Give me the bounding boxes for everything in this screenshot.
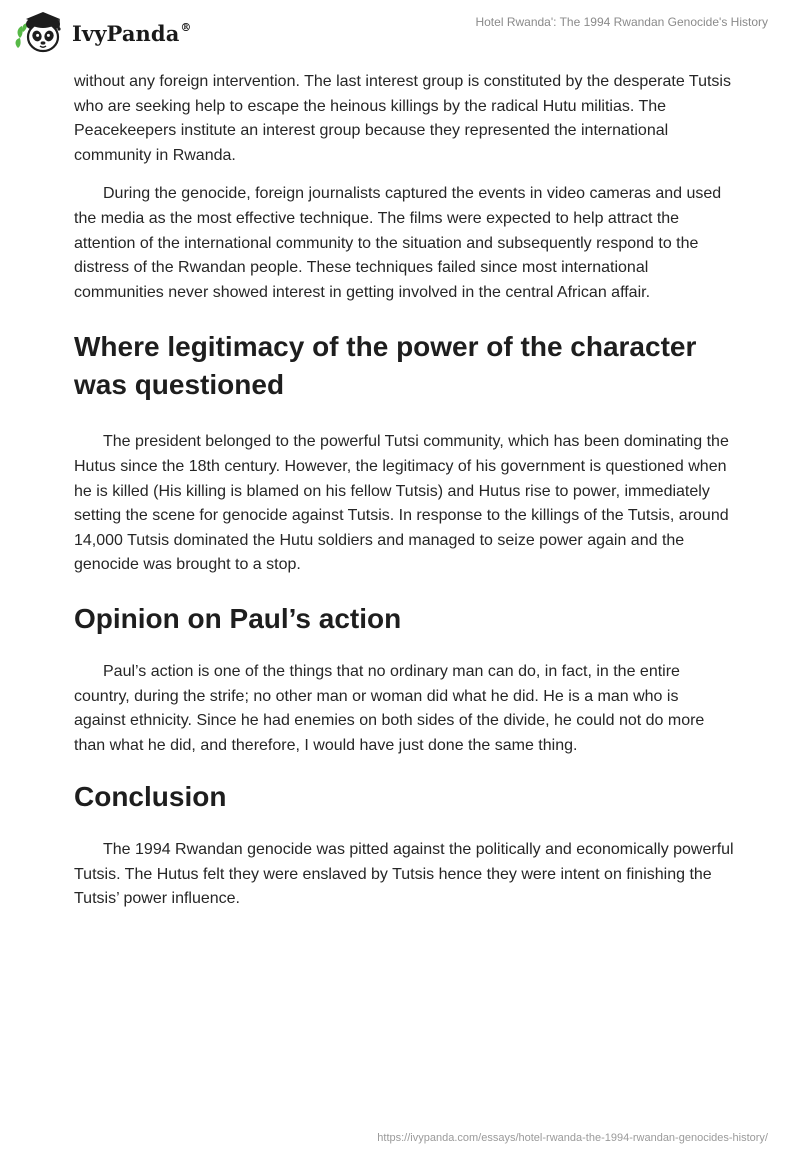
page-header [0, 0, 800, 64]
paragraph-journalists: During the genocide, foreign journalists captured the events in video cameras and used the media as the most effective technique. The films were expected to help attract the attention of the international community to the situation and subsequently respond to the distress of the Rwandan people. These techniques failed since most international communities never showed interest in getting involved in the central African affair. [74, 185, 722, 301]
heading-legitimacy: Where legitimacy of the power of the character was questioned [74, 331, 697, 401]
paragraph-continued: without any foreign intervention. The last interest group is constituted by the desperate Tutsis who are seeking help to escape the heinous killings by the radical Hutu militias. The Peacekeepers institute an interest group because they represented the international community in Rwanda. [74, 73, 731, 164]
brand-name: IvyPanda® [72, 20, 192, 46]
panda-graduation-cap-icon [14, 8, 70, 56]
paragraph-president: The president belonged to the powerful Tutsi community, which has been dominating the Hutus since the 18th century. However, the legitimacy of his government is questioned when he is killed (His killing is blamed on his fellow Tutsis) and Hutus rise to power, immediately setting the scene for genocide against Tutsis. In response to the killings of the Tutsis, around 14,000 Tutsis dominated the Hutu soldiers and managed to seize power again and the genocide was brought to a stop. [74, 433, 729, 574]
heading-opinion: Opinion on Paul’s action [74, 602, 402, 634]
registered-mark: ® [180, 20, 192, 34]
paragraph-paul-action: Paul’s action is one of the things that no ordinary man can do, in fact, in the entire country, during the strife; no other man or woman did what he did. He is a man who is against ethnicity. Since he had enemies on both sides of the divide, he could not do more than what he did, and therefore, I would have just done the same thing. [74, 662, 705, 754]
document-title: Hotel Rwanda': The 1994 Rwandan Genocide's History [475, 15, 768, 29]
essay-body [74, 70, 734, 912]
heading-conclusion: Conclusion [74, 781, 227, 813]
ivypanda-logo[interactable] [14, 8, 192, 56]
paragraph-conclusion: The 1994 Rwandan genocide was pitted against the politically and economically powerful Tutsis. The Hutus felt they were enslaved by Tutsis hence they were intent on finishing the Tutsis’ power influence. [74, 841, 734, 908]
source-url[interactable]: https://ivypanda.com/essays/hotel-rwanda-the-1994-rwandan-genocides-history/ [377, 1132, 768, 1144]
